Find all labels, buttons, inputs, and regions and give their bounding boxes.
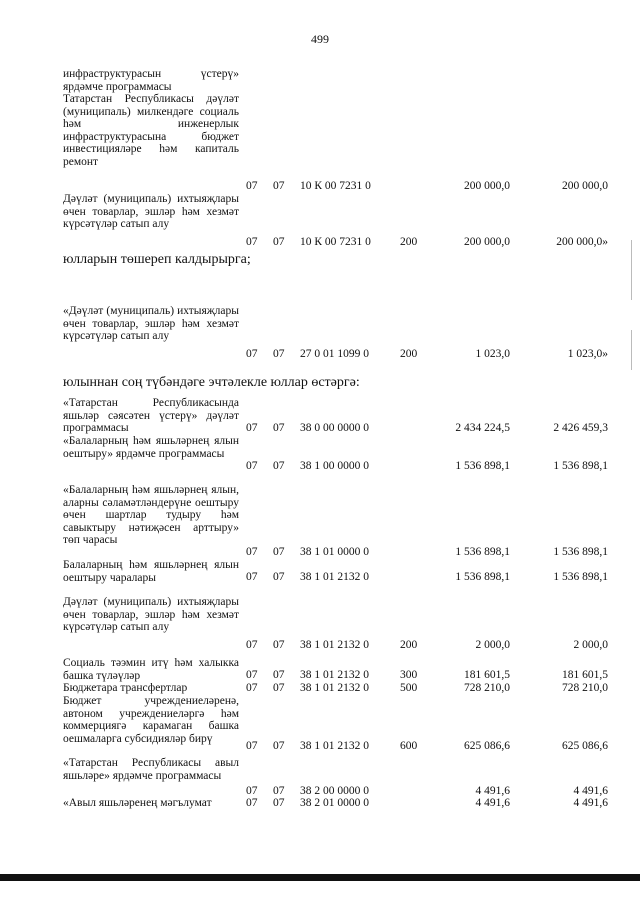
target-article-code: 38 1 01 2132 0 — [300, 682, 369, 694]
amount-year-2: 4 491,6 — [573, 797, 608, 809]
row-description: Балаларның һәм яшьләрнең ялын оештыру чаралары — [63, 559, 239, 584]
amount-year-2: 181 601,5 — [562, 669, 608, 681]
row-description: Татарстан Республикасы дәүләт (муниципаль) милкендәге социаль һәм инженерлык инфраструктурасына бюджет инвестицияләре һәм капиталь ремонт — [63, 93, 239, 168]
instruction-text: юлларын төшереп калдырырга; — [63, 252, 251, 267]
amount-year-1: 2 434 224,5 — [455, 422, 510, 434]
expense-type-code: 300 — [400, 669, 418, 681]
amount-year-1: 1 536 898,1 — [455, 546, 510, 558]
instruction-text: юлыннан соң түбәндәге эчтәлекле юллар өстәргә: — [63, 375, 360, 390]
expense-type-code: 500 — [400, 682, 418, 694]
amount-year-1: 1 536 898,1 — [455, 460, 510, 472]
page-number: 499 — [311, 32, 329, 46]
section-code: 07 — [246, 639, 258, 651]
amount-year-2: 728 210,0 — [562, 682, 608, 694]
target-article-code: 38 1 01 2132 0 — [300, 740, 369, 752]
subsection-code: 07 — [273, 546, 285, 558]
subsection-code: 07 — [273, 571, 285, 583]
target-article-code: 38 2 00 0000 0 — [300, 785, 369, 797]
amount-year-2: 200 000,0» — [556, 236, 608, 248]
subsection-code: 07 — [273, 669, 285, 681]
amount-year-2: 2 426 459,3 — [553, 422, 608, 434]
amount-year-2: 1 023,0» — [567, 348, 608, 360]
expense-type-code: 200 — [400, 639, 418, 651]
amount-year-1: 1 536 898,1 — [455, 571, 510, 583]
amount-year-2: 2 000,0 — [573, 639, 608, 651]
amount-year-1: 728 210,0 — [464, 682, 510, 694]
target-article-code: 38 1 01 2132 0 — [300, 571, 369, 583]
expense-type-code: 200 — [400, 236, 418, 248]
subsection-code: 07 — [273, 785, 285, 797]
amount-year-1: 2 000,0 — [475, 639, 510, 651]
subsection-code: 07 — [273, 180, 285, 192]
page-bottom-border — [0, 874, 640, 881]
target-article-code: 38 1 01 2132 0 — [300, 669, 369, 681]
scan-artifact — [631, 330, 632, 370]
row-description: инфраструктурасын үстерү» ярдәмче программасы — [63, 68, 239, 93]
section-code: 07 — [246, 740, 258, 752]
amount-year-1: 200 000,0 — [464, 180, 510, 192]
amount-year-2: 4 491,6 — [573, 785, 608, 797]
section-code: 07 — [246, 348, 258, 360]
target-article-code: 10 К 00 7231 0 — [300, 236, 371, 248]
subsection-code: 07 — [273, 236, 285, 248]
row-description: Дәүләт (муниципаль) ихтыяҗлары өчен товарлар, эшләр һәм хезмәт күрсәтүләр сатып алу — [63, 596, 239, 633]
target-article-code: 38 2 01 0000 0 — [300, 797, 369, 809]
row-description: Бюджет учреждениеләренә, автоном учреждениеләргә һәм коммерциягә карамаган башка оешмаларга субсидияләр бирү — [63, 695, 239, 745]
scan-artifact — [631, 240, 632, 300]
target-article-code: 38 1 00 0000 0 — [300, 460, 369, 472]
row-description: «Татарстан Республикасы авыл яшьләре» ярдәмче программасы — [63, 757, 239, 782]
section-code: 07 — [246, 785, 258, 797]
row-description: Дәүләт (муниципаль) ихтыяҗлары өчен товарлар, эшләр һәм хезмәт күрсәтүләр сатып алу — [63, 193, 239, 230]
amount-year-2: 200 000,0 — [562, 180, 608, 192]
row-description: «Авыл яшьләренең мәгълумат — [63, 797, 212, 809]
target-article-code: 38 1 01 2132 0 — [300, 639, 369, 651]
expense-type-code: 200 — [400, 348, 418, 360]
section-code: 07 — [246, 546, 258, 558]
amount-year-2: 625 086,6 — [562, 740, 608, 752]
section-code: 07 — [246, 422, 258, 434]
subsection-code: 07 — [273, 460, 285, 472]
amount-year-2: 1 536 898,1 — [553, 460, 608, 472]
amount-year-2: 1 536 898,1 — [553, 546, 608, 558]
amount-year-2: 1 536 898,1 — [553, 571, 608, 583]
subsection-code: 07 — [273, 740, 285, 752]
section-code: 07 — [246, 236, 258, 248]
subsection-code: 07 — [273, 422, 285, 434]
amount-year-1: 1 023,0 — [475, 348, 510, 360]
row-description: «Татарстан Республикасында яшьләр сәясәтен үстерү» дәүләт программасы — [63, 397, 239, 434]
section-code: 07 — [246, 571, 258, 583]
amount-year-1: 4 491,6 — [475, 785, 510, 797]
section-code: 07 — [246, 669, 258, 681]
row-description: Бюджетара трансфертлар — [63, 682, 188, 694]
target-article-code: 38 1 01 0000 0 — [300, 546, 369, 558]
section-code: 07 — [246, 797, 258, 809]
target-article-code: 10 К 00 7231 0 — [300, 180, 371, 192]
subsection-code: 07 — [273, 639, 285, 651]
amount-year-1: 625 086,6 — [464, 740, 510, 752]
amount-year-1: 4 491,6 — [475, 797, 510, 809]
row-description: «Балаларның һәм яшьләрнең ялын, аларны сәламәтләндерүне оештыру өчен шартлар тудыру һәм савыктыру нәтиҗәсен арттыру» төп чарасы — [63, 484, 239, 546]
row-description: «Балаларның һәм яшьләрнең ялын оештыру» ярдәмче программасы — [63, 435, 239, 460]
section-code: 07 — [246, 460, 258, 472]
expense-type-code: 600 — [400, 740, 418, 752]
section-code: 07 — [246, 682, 258, 694]
row-description: «Дәүләт (муниципаль) ихтыяҗлары өчен товарлар, эшләр һәм хезмәт күрсәтүләр сатып алу — [63, 305, 239, 342]
amount-year-1: 181 601,5 — [464, 669, 510, 681]
row-description: Социаль тәэмин итү һәм халыкка башка түләүләр — [63, 657, 239, 682]
target-article-code: 27 0 01 1099 0 — [300, 348, 369, 360]
subsection-code: 07 — [273, 682, 285, 694]
target-article-code: 38 0 00 0000 0 — [300, 422, 369, 434]
amount-year-1: 200 000,0 — [464, 236, 510, 248]
subsection-code: 07 — [273, 348, 285, 360]
section-code: 07 — [246, 180, 258, 192]
subsection-code: 07 — [273, 797, 285, 809]
